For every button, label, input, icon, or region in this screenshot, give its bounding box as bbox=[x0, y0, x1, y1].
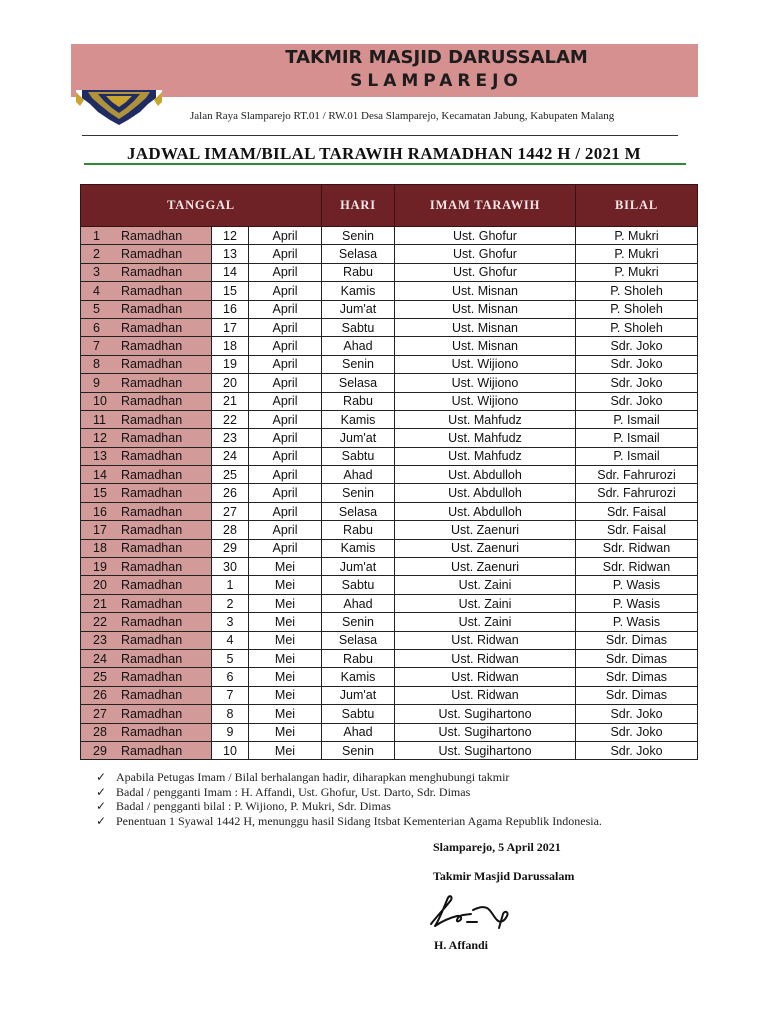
cell-hijri-month: Ramadhan bbox=[109, 705, 212, 723]
cell-day-number: 21 bbox=[81, 594, 110, 612]
cell-date: 24 bbox=[212, 447, 249, 465]
cell-month: Mei bbox=[249, 594, 322, 612]
cell-day: Ahad bbox=[322, 337, 395, 355]
cell-hijri-month: Ramadhan bbox=[109, 429, 212, 447]
cell-day-number: 6 bbox=[81, 318, 110, 336]
cell-bilal: Sdr. Ridwan bbox=[576, 558, 698, 576]
cell-month: April bbox=[249, 300, 322, 318]
cell-hijri-month: Ramadhan bbox=[109, 484, 212, 502]
cell-day-number: 29 bbox=[81, 741, 110, 759]
cell-month: Mei bbox=[249, 723, 322, 741]
cell-hijri-month: Ramadhan bbox=[109, 392, 212, 410]
cell-day: Selasa bbox=[322, 631, 395, 649]
cell-bilal: Sdr. Joko bbox=[576, 337, 698, 355]
cell-imam: Ust. Zaenuri bbox=[395, 521, 576, 539]
cell-day-number: 27 bbox=[81, 705, 110, 723]
cell-day: Ahad bbox=[322, 466, 395, 484]
cell-date: 6 bbox=[212, 668, 249, 686]
cell-month: April bbox=[249, 466, 322, 484]
table-row bbox=[81, 318, 698, 336]
table-row bbox=[81, 392, 698, 410]
cell-date: 10 bbox=[212, 741, 249, 759]
cell-imam: Ust. Misnan bbox=[395, 337, 576, 355]
column-header-bilal: BILAL bbox=[576, 185, 698, 227]
cell-month: Mei bbox=[249, 686, 322, 704]
cell-month: April bbox=[249, 318, 322, 336]
cell-bilal: P. Mukri bbox=[576, 263, 698, 281]
cell-day: Jum'at bbox=[322, 300, 395, 318]
cell-day-number: 15 bbox=[81, 484, 110, 502]
cell-day: Ahad bbox=[322, 594, 395, 612]
cell-day: Senin bbox=[322, 741, 395, 759]
cell-day: Selasa bbox=[322, 502, 395, 520]
cell-day: Sabtu bbox=[322, 576, 395, 594]
cell-month: April bbox=[249, 521, 322, 539]
cell-day: Senin bbox=[322, 613, 395, 631]
signatory-name: H. Affandi bbox=[434, 938, 489, 952]
cell-bilal: P. Ismail bbox=[576, 429, 698, 447]
cell-date: 16 bbox=[212, 300, 249, 318]
table-row bbox=[81, 245, 698, 263]
cell-hijri-month: Ramadhan bbox=[109, 447, 212, 465]
cell-day: Senin bbox=[322, 484, 395, 502]
note-text: Apabila Petugas Imam / Bilal berhalangan hadir, diharapkan menghubungi takmir bbox=[116, 770, 510, 784]
cell-imam: Ust. Ridwan bbox=[395, 649, 576, 667]
cell-bilal: Sdr. Dimas bbox=[576, 649, 698, 667]
cell-hijri-month: Ramadhan bbox=[109, 686, 212, 704]
cell-month: Mei bbox=[249, 668, 322, 686]
table-row bbox=[81, 300, 698, 318]
cell-day: Rabu bbox=[322, 649, 395, 667]
cell-imam: Ust. Wijiono bbox=[395, 355, 576, 373]
cell-bilal: Sdr. Dimas bbox=[576, 686, 698, 704]
checkmark-icon: ✓ bbox=[96, 770, 107, 784]
cell-day-number: 11 bbox=[81, 410, 110, 428]
cell-bilal: Sdr. Joko bbox=[576, 355, 698, 373]
cell-hijri-month: Ramadhan bbox=[109, 245, 212, 263]
cell-date: 19 bbox=[212, 355, 249, 373]
cell-date: 22 bbox=[212, 410, 249, 428]
cell-bilal: P. Mukri bbox=[576, 227, 698, 245]
cell-day-number: 18 bbox=[81, 539, 110, 557]
table-row bbox=[81, 337, 698, 355]
cell-day-number: 10 bbox=[81, 392, 110, 410]
cell-month: Mei bbox=[249, 741, 322, 759]
document-title: JADWAL IMAM/BILAL TARAWIH RAMADHAN 1442 H / 2021 M bbox=[126, 144, 641, 163]
cell-month: April bbox=[249, 355, 322, 373]
cell-month: April bbox=[249, 429, 322, 447]
cell-imam: Ust. Wijiono bbox=[395, 374, 576, 392]
cell-bilal: Sdr. Joko bbox=[576, 392, 698, 410]
cell-hijri-month: Ramadhan bbox=[109, 741, 212, 759]
cell-bilal: P. Ismail bbox=[576, 410, 698, 428]
cell-hijri-month: Ramadhan bbox=[109, 502, 212, 520]
cell-hijri-month: Ramadhan bbox=[109, 337, 212, 355]
note-item bbox=[96, 770, 602, 785]
cell-bilal: P. Sholeh bbox=[576, 282, 698, 300]
cell-month: Mei bbox=[249, 613, 322, 631]
cell-bilal: Sdr. Fahrurozi bbox=[576, 484, 698, 502]
cell-day: Rabu bbox=[322, 263, 395, 281]
cell-bilal: Sdr. Dimas bbox=[576, 668, 698, 686]
column-header-tanggal: TANGGAL bbox=[81, 185, 322, 227]
cell-hijri-month: Ramadhan bbox=[109, 558, 212, 576]
table-row bbox=[81, 613, 698, 631]
cell-imam: Ust. Sugihartono bbox=[395, 723, 576, 741]
cell-hijri-month: Ramadhan bbox=[109, 631, 212, 649]
cell-imam: Ust. Wijiono bbox=[395, 392, 576, 410]
cell-bilal: Sdr. Fahrurozi bbox=[576, 466, 698, 484]
note-item bbox=[96, 814, 602, 829]
table-row bbox=[81, 705, 698, 723]
cell-bilal: Sdr. Faisal bbox=[576, 502, 698, 520]
cell-bilal: P. Wasis bbox=[576, 613, 698, 631]
cell-day-number: 23 bbox=[81, 631, 110, 649]
cell-day: Selasa bbox=[322, 245, 395, 263]
checkmark-icon: ✓ bbox=[96, 813, 107, 828]
cell-bilal: Sdr. Joko bbox=[576, 741, 698, 759]
cell-date: 8 bbox=[212, 705, 249, 723]
table-header-row bbox=[81, 185, 698, 227]
handwritten-signature bbox=[427, 886, 517, 936]
table-row bbox=[81, 282, 698, 300]
cell-day-number: 3 bbox=[81, 263, 110, 281]
table-row bbox=[81, 539, 698, 557]
cell-day-number: 17 bbox=[81, 521, 110, 539]
cell-imam: Ust. Ghofur bbox=[395, 227, 576, 245]
cell-day-number: 2 bbox=[81, 245, 110, 263]
cell-day-number: 13 bbox=[81, 447, 110, 465]
cell-day: Kamis bbox=[322, 282, 395, 300]
checkmark-icon: ✓ bbox=[96, 799, 107, 813]
title-underline bbox=[84, 163, 686, 165]
cell-imam: Ust. Sugihartono bbox=[395, 705, 576, 723]
cell-imam: Ust. Mahfudz bbox=[395, 447, 576, 465]
cell-bilal: Sdr. Faisal bbox=[576, 521, 698, 539]
cell-hijri-month: Ramadhan bbox=[109, 521, 212, 539]
cell-imam: Ust. Zaini bbox=[395, 594, 576, 612]
cell-month: April bbox=[249, 502, 322, 520]
cell-imam: Ust. Misnan bbox=[395, 300, 576, 318]
table-row bbox=[81, 484, 698, 502]
cell-hijri-month: Ramadhan bbox=[109, 613, 212, 631]
cell-date: 21 bbox=[212, 392, 249, 410]
cell-date: 5 bbox=[212, 649, 249, 667]
cell-date: 18 bbox=[212, 337, 249, 355]
cell-day-number: 26 bbox=[81, 686, 110, 704]
cell-date: 28 bbox=[212, 521, 249, 539]
cell-day-number: 14 bbox=[81, 466, 110, 484]
cell-date: 30 bbox=[212, 558, 249, 576]
cell-day: Sabtu bbox=[322, 318, 395, 336]
cell-day: Rabu bbox=[322, 392, 395, 410]
cell-bilal: P. Sholeh bbox=[576, 300, 698, 318]
note-text: Badal / pengganti bilal : P. Wijiono, P. Mukri, Sdr. Dimas bbox=[116, 799, 391, 813]
table-row bbox=[81, 227, 698, 245]
cell-day: Selasa bbox=[322, 374, 395, 392]
cell-hijri-month: Ramadhan bbox=[109, 410, 212, 428]
cell-month: April bbox=[249, 263, 322, 281]
cell-day: Jum'at bbox=[322, 686, 395, 704]
cell-imam: Ust. Mahfudz bbox=[395, 410, 576, 428]
cell-month: April bbox=[249, 392, 322, 410]
table-row bbox=[81, 263, 698, 281]
cell-day: Kamis bbox=[322, 668, 395, 686]
schedule-table-body bbox=[81, 227, 698, 760]
org-name: TAKMIR MASJID DARUSSALAM bbox=[285, 47, 588, 68]
cell-imam: Ust. Sugihartono bbox=[395, 741, 576, 759]
cell-bilal: P. Wasis bbox=[576, 594, 698, 612]
signatory-organization: Takmir Masjid Darussalam bbox=[433, 869, 575, 883]
cell-day-number: 19 bbox=[81, 558, 110, 576]
cell-day-number: 25 bbox=[81, 668, 110, 686]
cell-date: 3 bbox=[212, 613, 249, 631]
cell-imam: Ust. Zaenuri bbox=[395, 558, 576, 576]
cell-date: 17 bbox=[212, 318, 249, 336]
table-row bbox=[81, 521, 698, 539]
cell-month: Mei bbox=[249, 631, 322, 649]
cell-hijri-month: Ramadhan bbox=[109, 318, 212, 336]
cell-day: Senin bbox=[322, 355, 395, 373]
cell-hijri-month: Ramadhan bbox=[109, 668, 212, 686]
cell-hijri-month: Ramadhan bbox=[109, 594, 212, 612]
cell-hijri-month: Ramadhan bbox=[109, 649, 212, 667]
cell-imam: Ust. Ridwan bbox=[395, 686, 576, 704]
cell-imam: Ust. Misnan bbox=[395, 282, 576, 300]
cell-day: Ahad bbox=[322, 723, 395, 741]
cell-bilal: P. Ismail bbox=[576, 447, 698, 465]
cell-imam: Ust. Mahfudz bbox=[395, 429, 576, 447]
cell-date: 25 bbox=[212, 466, 249, 484]
cell-bilal: P. Wasis bbox=[576, 576, 698, 594]
header-divider bbox=[82, 135, 678, 136]
cell-imam: Ust. Zaini bbox=[395, 613, 576, 631]
cell-date: 12 bbox=[212, 227, 249, 245]
cell-date: 23 bbox=[212, 429, 249, 447]
cell-month: April bbox=[249, 484, 322, 502]
table-row bbox=[81, 686, 698, 704]
notes-list bbox=[96, 770, 602, 828]
table-row bbox=[81, 502, 698, 520]
cell-date: 7 bbox=[212, 686, 249, 704]
table-row bbox=[81, 576, 698, 594]
cell-month: April bbox=[249, 337, 322, 355]
column-header-hari: HARI bbox=[322, 185, 395, 227]
cell-date: 27 bbox=[212, 502, 249, 520]
cell-month: April bbox=[249, 245, 322, 263]
cell-day-number: 9 bbox=[81, 374, 110, 392]
cell-day: Sabtu bbox=[322, 705, 395, 723]
table-row bbox=[81, 741, 698, 759]
cell-day-number: 8 bbox=[81, 355, 110, 373]
cell-hijri-month: Ramadhan bbox=[109, 282, 212, 300]
table-row bbox=[81, 355, 698, 373]
note-text: Penentuan 1 Syawal 1442 H, menunggu hasil Sidang Itsbat Kementerian Agama Republik Indonesia. bbox=[116, 813, 602, 828]
cell-imam: Ust. Zaenuri bbox=[395, 539, 576, 557]
note-text: Badal / pengganti Imam : H. Affandi, Ust. Ghofur, Ust. Darto, Sdr. Dimas bbox=[116, 784, 471, 799]
table-row bbox=[81, 558, 698, 576]
cell-date: 2 bbox=[212, 594, 249, 612]
cell-month: April bbox=[249, 539, 322, 557]
table-row bbox=[81, 594, 698, 612]
village-name: SLAMPAREJO bbox=[350, 71, 523, 91]
cell-hijri-month: Ramadhan bbox=[109, 466, 212, 484]
cell-bilal: Sdr. Dimas bbox=[576, 631, 698, 649]
place-date: Slamparejo, 5 April 2021 bbox=[433, 840, 561, 854]
table-row bbox=[81, 668, 698, 686]
cell-hijri-month: Ramadhan bbox=[109, 300, 212, 318]
table-row bbox=[81, 374, 698, 392]
cell-day: Jum'at bbox=[322, 558, 395, 576]
cell-bilal: P. Mukri bbox=[576, 245, 698, 263]
mosque-logo-icon bbox=[76, 90, 162, 126]
cell-hijri-month: Ramadhan bbox=[109, 263, 212, 281]
cell-bilal: Sdr. Joko bbox=[576, 723, 698, 741]
cell-month: April bbox=[249, 282, 322, 300]
cell-month: Mei bbox=[249, 576, 322, 594]
cell-month: Mei bbox=[249, 705, 322, 723]
cell-day-number: 7 bbox=[81, 337, 110, 355]
cell-date: 26 bbox=[212, 484, 249, 502]
cell-hijri-month: Ramadhan bbox=[109, 539, 212, 557]
cell-day-number: 20 bbox=[81, 576, 110, 594]
cell-day-number: 24 bbox=[81, 649, 110, 667]
table-row bbox=[81, 429, 698, 447]
cell-day-number: 16 bbox=[81, 502, 110, 520]
table-row bbox=[81, 631, 698, 649]
cell-hijri-month: Ramadhan bbox=[109, 227, 212, 245]
cell-day-number: 4 bbox=[81, 282, 110, 300]
table-row bbox=[81, 447, 698, 465]
cell-month: April bbox=[249, 410, 322, 428]
address-line: Jalan Raya Slamparejo RT.01 / RW.01 Desa Slamparejo, Kecamatan Jabung, Kabupaten Malang bbox=[190, 110, 615, 122]
cell-hijri-month: Ramadhan bbox=[109, 355, 212, 373]
column-header-imam: IMAM TARAWIH bbox=[395, 185, 576, 227]
cell-month: April bbox=[249, 374, 322, 392]
table-row bbox=[81, 723, 698, 741]
cell-day: Sabtu bbox=[322, 447, 395, 465]
cell-bilal: P. Sholeh bbox=[576, 318, 698, 336]
cell-imam: Ust. Ridwan bbox=[395, 668, 576, 686]
cell-day-number: 1 bbox=[81, 227, 110, 245]
cell-month: Mei bbox=[249, 558, 322, 576]
cell-imam: Ust. Abdulloh bbox=[395, 502, 576, 520]
cell-bilal: Sdr. Joko bbox=[576, 705, 698, 723]
cell-bilal: Sdr. Joko bbox=[576, 374, 698, 392]
checkmark-icon: ✓ bbox=[96, 784, 107, 799]
cell-month: April bbox=[249, 447, 322, 465]
cell-date: 4 bbox=[212, 631, 249, 649]
cell-day-number: 22 bbox=[81, 613, 110, 631]
cell-imam: Ust. Misnan bbox=[395, 318, 576, 336]
cell-day-number: 5 bbox=[81, 300, 110, 318]
cell-day-number: 28 bbox=[81, 723, 110, 741]
cell-hijri-month: Ramadhan bbox=[109, 374, 212, 392]
cell-day-number: 12 bbox=[81, 429, 110, 447]
cell-imam: Ust. Abdulloh bbox=[395, 484, 576, 502]
cell-imam: Ust. Ridwan bbox=[395, 631, 576, 649]
cell-month: April bbox=[249, 227, 322, 245]
cell-date: 14 bbox=[212, 263, 249, 281]
note-item bbox=[96, 799, 602, 814]
cell-imam: Ust. Ghofur bbox=[395, 263, 576, 281]
cell-day: Kamis bbox=[322, 410, 395, 428]
cell-bilal: Sdr. Ridwan bbox=[576, 539, 698, 557]
cell-imam: Ust. Abdulloh bbox=[395, 466, 576, 484]
note-item bbox=[96, 785, 602, 800]
cell-day: Kamis bbox=[322, 539, 395, 557]
cell-day: Jum'at bbox=[322, 429, 395, 447]
cell-imam: Ust. Zaini bbox=[395, 576, 576, 594]
cell-date: 13 bbox=[212, 245, 249, 263]
schedule-table bbox=[80, 184, 698, 760]
cell-date: 29 bbox=[212, 539, 249, 557]
cell-imam: Ust. Ghofur bbox=[395, 245, 576, 263]
cell-date: 9 bbox=[212, 723, 249, 741]
cell-date: 20 bbox=[212, 374, 249, 392]
cell-month: Mei bbox=[249, 649, 322, 667]
cell-hijri-month: Ramadhan bbox=[109, 576, 212, 594]
header-banner bbox=[71, 44, 698, 97]
table-row bbox=[81, 410, 698, 428]
cell-date: 15 bbox=[212, 282, 249, 300]
table-row bbox=[81, 649, 698, 667]
cell-day: Rabu bbox=[322, 521, 395, 539]
cell-hijri-month: Ramadhan bbox=[109, 723, 212, 741]
table-row bbox=[81, 466, 698, 484]
cell-day: Senin bbox=[322, 227, 395, 245]
cell-date: 1 bbox=[212, 576, 249, 594]
